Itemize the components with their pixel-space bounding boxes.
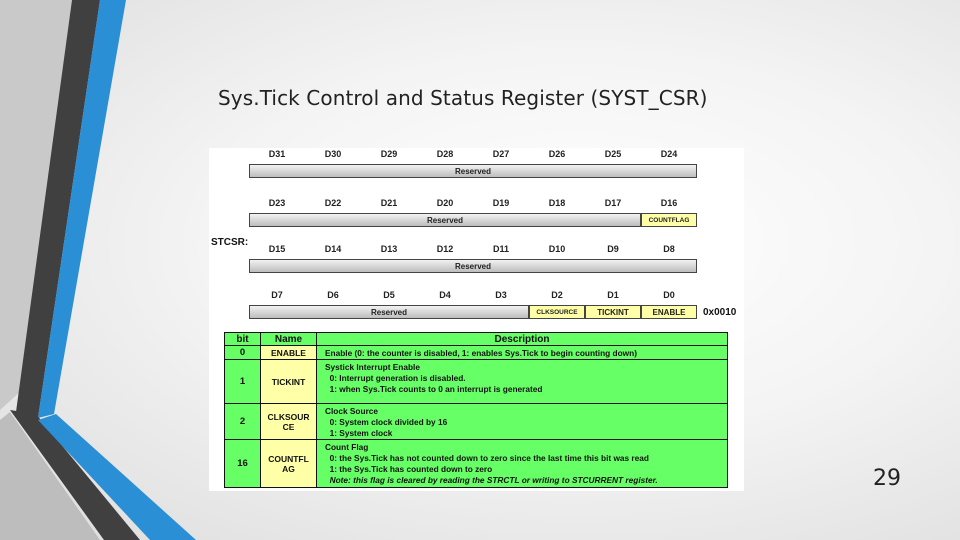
bit-number: D26 xyxy=(548,149,566,159)
register-field-reserved: Reserved xyxy=(249,213,641,227)
description-line: 0: Interrupt generation is disabled. xyxy=(325,373,466,383)
slide-title: Sys.Tick Control and Status Register (SYST_CSR) xyxy=(218,86,708,110)
table-cell-bit: 0 xyxy=(225,346,261,360)
description-line: Enable (0: the counter is disabled, 1: enables Sys.Tick to begin counting down) xyxy=(325,348,637,358)
bit-number: D9 xyxy=(607,244,619,254)
bit-number: D3 xyxy=(495,290,507,300)
bit-number: D29 xyxy=(380,149,398,159)
register-field-reserved: Reserved xyxy=(249,164,697,178)
bit-number: D8 xyxy=(663,244,675,254)
bit-number: D31 xyxy=(268,149,286,159)
bit-number: D0 xyxy=(663,290,675,300)
table-cell-name: COUNTFL AG xyxy=(261,440,317,488)
table-cell-name: ENABLE xyxy=(261,346,317,360)
bit-number: D5 xyxy=(383,290,395,300)
table-cell-bit: 16 xyxy=(225,440,261,488)
bit-number: D2 xyxy=(551,290,563,300)
bit-number: D12 xyxy=(436,244,454,254)
bit-number: D21 xyxy=(380,198,398,208)
bit-number: D1 xyxy=(607,290,619,300)
bit-number: D7 xyxy=(271,290,283,300)
table-header-bit: bit xyxy=(225,333,261,346)
description-line: 0: the Sys.Tick has not counted down to zero since the last time this bit was read xyxy=(325,453,649,463)
description-line: 0: System clock divided by 16 xyxy=(325,417,448,427)
description-line: Note: this flag is cleared by reading the STRCTL or writing to STCURRENT register. xyxy=(325,475,658,485)
bit-number: D27 xyxy=(492,149,510,159)
register-address: 0x0010 xyxy=(703,307,737,318)
register-field-clksource: CLKSOURCE xyxy=(529,305,585,319)
bit-number: D4 xyxy=(439,290,451,300)
description-line: 1: System clock xyxy=(325,428,393,438)
table-header-description: Description xyxy=(317,333,727,346)
table-cell-bit: 2 xyxy=(225,404,261,440)
register-label: STCSR: xyxy=(211,237,249,248)
bit-number: D17 xyxy=(604,198,622,208)
description-line: Clock Source xyxy=(325,406,379,416)
table-header-name: Name xyxy=(261,333,317,346)
bit-number: D20 xyxy=(436,198,454,208)
bit-number: D28 xyxy=(436,149,454,159)
bit-number: D16 xyxy=(660,198,678,208)
bit-number: D22 xyxy=(324,198,342,208)
description-line: 1: when Sys.Tick counts to 0 an interrupt is generated xyxy=(325,384,543,394)
bit-number: D30 xyxy=(324,149,342,159)
register-field-tickint: TICKINT xyxy=(585,305,641,319)
page-number: 29 xyxy=(873,466,901,491)
table-cell-name: TICKINT xyxy=(261,360,317,404)
description-line: Count Flag xyxy=(325,442,369,452)
bit-number: D13 xyxy=(380,244,398,254)
table-cell-bit: 1 xyxy=(225,360,261,404)
register-field-reserved: Reserved xyxy=(249,305,529,319)
bit-description-table xyxy=(224,332,728,488)
description-line: 1: the Sys.Tick has counted down to zero xyxy=(325,464,493,474)
bit-number: D6 xyxy=(327,290,339,300)
bit-number: D23 xyxy=(268,198,286,208)
bit-number: D15 xyxy=(268,244,286,254)
register-figure xyxy=(209,148,744,491)
table-cell-name: CLKSOUR CE xyxy=(261,404,317,440)
bit-number: D25 xyxy=(604,149,622,159)
bit-number: D10 xyxy=(548,244,566,254)
bit-number: D14 xyxy=(324,244,342,254)
bit-number: D11 xyxy=(492,244,509,254)
bit-number: D18 xyxy=(548,198,566,208)
bit-number: D19 xyxy=(492,198,510,208)
bit-number: D24 xyxy=(660,149,678,159)
description-line: Systick Interrupt Enable xyxy=(325,362,420,372)
register-field-enable: ENABLE xyxy=(641,305,697,319)
register-field-countflag: COUNTFLAG xyxy=(641,213,697,227)
register-field-reserved: Reserved xyxy=(249,259,697,273)
